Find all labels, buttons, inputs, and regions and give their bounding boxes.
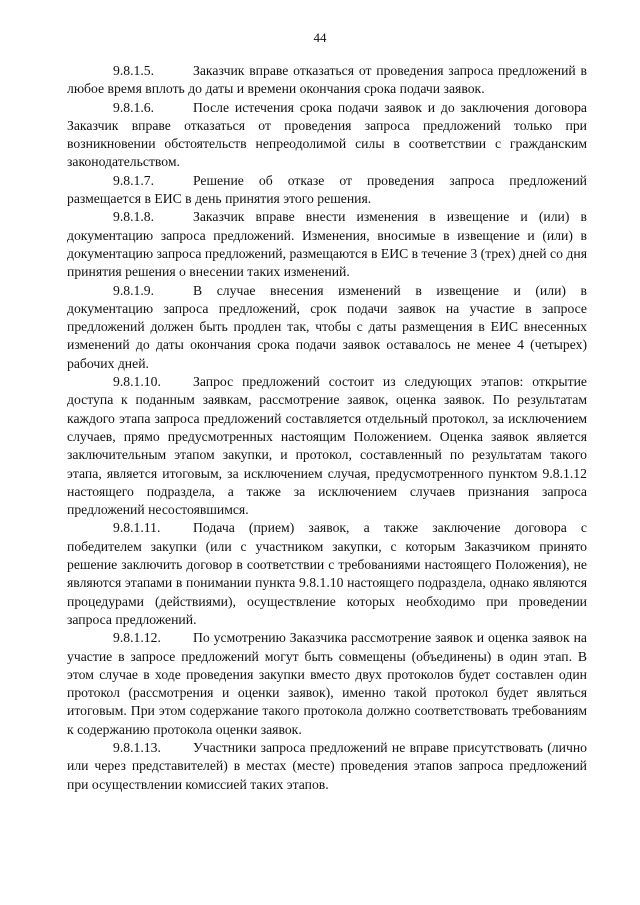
paragraph-9-8-1-5 bbox=[67, 62, 587, 99]
clause-number: 9.8.1.5. bbox=[113, 63, 155, 78]
paragraph-9-8-1-10 bbox=[67, 373, 587, 519]
clause-number: 9.8.1.12. bbox=[113, 630, 161, 646]
clause-number: 9.8.1.9. bbox=[113, 282, 155, 298]
clause-number: 9.8.1.11. bbox=[113, 520, 161, 536]
clause-text: В случае внесения изменений в извещение и (или) в документацию запроса предложений, срок подачи заявок на участие в запросе предложений должен быть продлен так, чтобы с даты размещения в ЕИС внесенных изменений до даты окончания срока подачи заявок оставалось не менее 4 (четырех) рабочих дней. bbox=[67, 282, 587, 371]
paragraph-9-8-1-13 bbox=[67, 739, 587, 794]
clause-text: Участники запроса предложений не вправе присутствовать (лично или через представителей) в местах (месте) проведения этапов запроса предложений при осуществлении комиссией таких этапов. bbox=[67, 739, 587, 792]
clause-text: Подача (прием) заявок, а также заключение договора с победителем закупки (или с участником закупки, с которым Заказчиком принято решение заключить договор в соответствии с требованиями настоящего Положения), не являются этапами в понимании пункта 9.8.1.10 настоящего подраздела, однако являются процедурами (действиями), осуществление которых необходимо при проведении запроса предложений. bbox=[67, 520, 587, 627]
clause-number: 9.8.1.13. bbox=[113, 739, 161, 755]
paragraph-9-8-1-7 bbox=[67, 172, 587, 209]
document-body bbox=[67, 62, 587, 794]
clause-text: После истечения срока подачи заявок и до заключения договора Заказчик вправе отказаться от проведения запроса предложений только при возникновении обстоятельств непреодолимой силы в соответствии с гражданским законодательством. bbox=[67, 99, 587, 170]
clause-text: Заказчик вправе отказаться от проведения запроса предложений в любое время вплоть до даты и времени окончания срока подачи заявок. bbox=[67, 63, 587, 97]
paragraph-9-8-1-6 bbox=[67, 99, 587, 172]
clause-number: 9.8.1.8. bbox=[113, 209, 155, 225]
clause-text: Решение об отказе от проведения запроса предложений размещается в ЕИС в день принятия этого решения. bbox=[67, 172, 587, 207]
clause-number: 9.8.1.10. bbox=[113, 374, 161, 390]
clause-text: По усмотрению Заказчика рассмотрение заявок и оценка заявок на участие в запросе предложений могут быть совмещены (объединены) в один этап. В этом случае в ходе проведения закупки вместо двух протоколов будет составлен один протокол (рассмотрения и оценки заявок), именно такой протокол будет являться итоговым. При этом содержание такого протокола должно соответствовать требованиям к содержанию протокола оценки заявок. bbox=[67, 630, 587, 737]
paragraph-9-8-1-12 bbox=[67, 629, 587, 739]
paragraph-9-8-1-9 bbox=[67, 282, 587, 373]
paragraph-9-8-1-8 bbox=[67, 208, 587, 281]
clause-text: Запрос предложений состоит из следующих этапов: открытие доступа к поданным заявкам, рассмотрение заявок, оценка заявок. По результатам каждого этапа запроса предложений составляется отдельный протокол, за исключением случаев, прямо предусмотренных настоящим Положением. Оценка заявок является заключительным этапом закупки, и протокол, составленный по результатам такого этапа, является итоговым, за исключением случая, предусмотренного пунктом 9.8.1.12 настоящего подраздела, а также за исключением случаев признания запроса предложений несостоявшимся. bbox=[67, 374, 587, 518]
clause-number: 9.8.1.7. bbox=[113, 172, 155, 188]
page-number: 44 bbox=[313, 30, 327, 45]
clause-number: 9.8.1.6. bbox=[113, 99, 155, 115]
paragraph-9-8-1-11 bbox=[67, 519, 587, 629]
clause-text: Заказчик вправе внести изменения в извещение и (или) в документацию запроса предложений. Изменения, вносимые в извещение и (или) в документацию запроса предложений, размещаются в ЕИС в течение 3 (трех) дней со дня принятия решения о внесении таких изменений. bbox=[67, 209, 587, 280]
